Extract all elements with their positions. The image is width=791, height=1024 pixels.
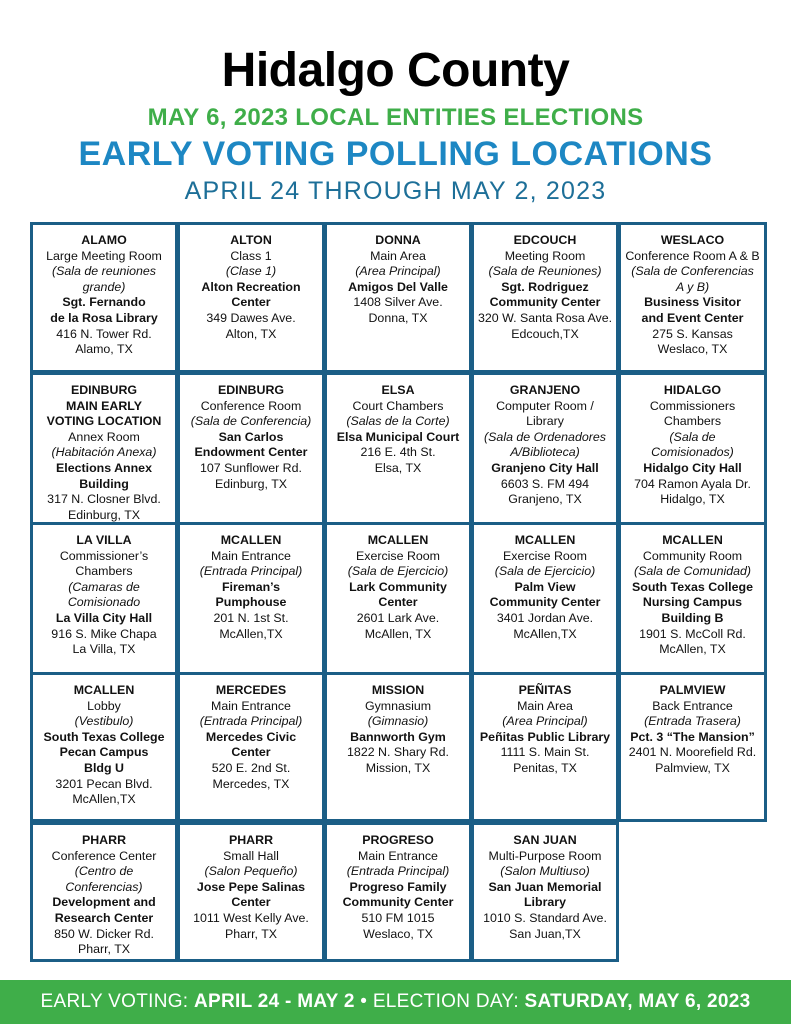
location-detail: Back Entrance: [652, 698, 733, 713]
location-detail: Chambers: [75, 564, 133, 579]
election-subtitle: MAY 6, 2023 LOCAL ENTITIES ELECTIONS: [147, 104, 644, 131]
location-detail: 416 N. Tower Rd.: [56, 326, 152, 341]
location-detail: 201 N. 1st St.: [213, 610, 289, 625]
location-room-spanish: (Salon Pequeño): [204, 864, 298, 879]
location-detail: 520 E. 2nd St.: [211, 760, 291, 775]
location-card: [471, 372, 619, 526]
location-venue: VOTING LOCATION: [46, 414, 162, 429]
location-room-spanish: (Sala de Comunidad): [633, 564, 752, 579]
location-room-spanish: (Salon Multiuso): [500, 864, 590, 879]
location-room-spanish: A y B): [675, 279, 710, 294]
location-detail: 704 Ramon Ayala Dr.: [634, 476, 751, 491]
location-detail: Computer Room /: [496, 398, 594, 413]
location-room-spanish: (Sala de Ejercicio): [494, 564, 596, 579]
early-voting-label: EARLY VOTING:: [40, 991, 194, 1012]
location-room-spanish: (Sala de Ejercicio): [347, 564, 449, 579]
location-detail: La Villa, TX: [72, 642, 136, 657]
location-venue: Hidalgo City Hall: [643, 460, 742, 475]
location-room-spanish: A/Biblioteca): [510, 445, 580, 460]
location-card: [177, 522, 325, 676]
location-room-spanish: (Entrada Principal): [199, 564, 303, 579]
location-detail: 216 E. 4th St.: [360, 445, 436, 460]
location-detail: McAllen,TX: [72, 792, 136, 807]
location-venue: Center: [231, 745, 271, 760]
location-venue: Peñitas Public Library: [479, 729, 611, 744]
location-venue: Pecan Campus: [59, 745, 149, 760]
location-venue: Fireman’s: [221, 579, 281, 594]
location-card: [30, 522, 178, 676]
location-detail: Elsa, TX: [374, 460, 422, 475]
location-detail: Chambers: [663, 414, 722, 429]
location-room-spanish: (Sala de Ordenadores: [484, 429, 606, 444]
early-voting-dates: APRIL 24 - MAY 2: [193, 991, 355, 1012]
location-room-spanish: (Entrada Principal): [199, 714, 303, 729]
location-room-spanish: (Centro de: [74, 864, 134, 879]
location-detail: 275 S. Kansas: [652, 326, 733, 341]
location-city: MCALLEN: [514, 533, 576, 547]
location-card: [324, 372, 472, 526]
location-detail: McAllen, TX: [659, 642, 726, 657]
polling-locations-heading: EARLY VOTING POLLING LOCATIONS: [78, 135, 713, 173]
location-venue: Elsa Municipal Court: [336, 429, 460, 444]
location-card: [471, 672, 619, 822]
page-title: Hidalgo County: [221, 44, 570, 97]
location-venue: Center: [231, 895, 271, 910]
location-detail: Meeting Room: [504, 248, 586, 263]
location-detail: Conference Room A & B: [625, 248, 760, 263]
location-venue: Community Center: [489, 595, 601, 610]
location-card: [177, 372, 325, 526]
location-room-spanish: grande): [82, 279, 126, 294]
location-venue: Pct. 3 “The Mansion”: [630, 729, 755, 744]
location-detail: Annex Room: [68, 429, 140, 444]
location-detail: Library: [526, 414, 564, 429]
location-room-spanish: (Sala de reuniones: [51, 264, 156, 279]
location-detail: 850 W. Dicker Rd.: [54, 926, 154, 941]
election-day-label: ELECTION DAY:: [372, 991, 525, 1012]
location-venue: MAIN EARLY: [66, 398, 142, 413]
location-detail: Main Entrance: [211, 548, 291, 563]
location-card: [618, 372, 767, 526]
location-detail: 1111 S. Main St.: [500, 745, 590, 760]
location-room-spanish: Comisionado: [67, 595, 141, 610]
location-venue: Community Center: [489, 295, 601, 310]
election-day-date: SATURDAY, MAY 6, 2023: [524, 991, 751, 1012]
location-venue: Elections Annex: [56, 460, 152, 475]
location-venue: Granjeno City Hall: [491, 460, 599, 475]
location-detail: 3401 Jordan Ave.: [496, 610, 594, 625]
location-venue: Building: [79, 476, 129, 491]
location-room-spanish: (Entrada Principal): [346, 864, 450, 879]
location-city: GRANJENO: [509, 383, 581, 397]
location-venue: Endowment Center: [194, 445, 308, 460]
location-card: [618, 222, 767, 373]
location-detail: Donna, TX: [368, 310, 428, 325]
location-room-spanish: (Clase 1): [225, 264, 277, 279]
location-detail: Multi-Purpose Room: [488, 848, 602, 863]
location-room-spanish: (Vestibulo): [74, 714, 134, 729]
location-city: HIDALGO: [663, 383, 722, 397]
location-venue: Sgt. Rodriguez: [501, 279, 589, 294]
location-venue: Alton Recreation: [201, 279, 301, 294]
footer-banner: [0, 980, 791, 1024]
location-room-spanish: Conferencias): [65, 879, 143, 894]
location-detail: Palmview, TX: [655, 760, 730, 775]
location-city: WESLACO: [660, 233, 725, 247]
location-detail: Exercise Room: [502, 548, 587, 563]
location-detail: Commissioners: [649, 398, 736, 413]
location-card: [471, 522, 619, 676]
location-venue: Development and: [52, 895, 156, 910]
location-venue: Research Center: [54, 910, 154, 925]
location-venue: Palm View: [514, 579, 576, 594]
location-detail: Edinburg, TX: [214, 476, 288, 491]
location-venue: San Carlos: [218, 429, 284, 444]
location-card: [177, 222, 325, 373]
location-room-spanish: (Entrada Trasera): [644, 714, 741, 729]
location-city: PROGRESO: [362, 833, 434, 847]
location-detail: Gymnasium: [364, 698, 432, 713]
location-detail: 916 S. Mike Chapa: [51, 626, 157, 641]
location-card: [30, 372, 178, 526]
location-detail: 1011 West Kelly Ave.: [193, 910, 309, 925]
location-detail: Commissioner’s: [59, 548, 149, 563]
location-detail: 510 FM 1015: [361, 910, 435, 925]
location-venue: Progreso Family: [349, 879, 447, 894]
location-city: ALAMO: [81, 233, 127, 247]
location-venue: and Event Center: [641, 310, 744, 325]
location-city: EDINBURG: [70, 383, 138, 397]
location-room-spanish: (Habitación Anexa): [51, 445, 157, 460]
location-detail: 1010 S. Standard Ave.: [483, 910, 607, 925]
location-venue: Bldg U: [84, 760, 124, 775]
location-detail: Main Entrance: [211, 698, 291, 713]
location-card: [324, 522, 472, 676]
location-venue: Bannworth Gym: [350, 729, 446, 744]
location-card: [324, 222, 472, 373]
location-venue: Library: [523, 895, 566, 910]
location-card: [177, 672, 325, 822]
location-detail: San Juan,TX: [509, 926, 581, 941]
location-city: EDCOUCH: [513, 233, 577, 247]
location-card: [30, 822, 178, 962]
location-venue: Building B: [661, 610, 724, 625]
location-city: MCALLEN: [73, 683, 135, 697]
location-detail: Court Chambers: [352, 398, 444, 413]
location-card: [618, 522, 767, 676]
location-city: MISSION: [371, 683, 425, 697]
location-venue: La Villa City Hall: [55, 610, 153, 625]
location-detail: 1901 S. McColl Rd.: [639, 626, 746, 641]
location-venue: Pumphouse: [215, 595, 287, 610]
location-city: EDINBURG: [217, 383, 285, 397]
location-venue: Amigos Del Valle: [348, 279, 448, 294]
location-detail: McAllen,TX: [219, 626, 283, 641]
location-city: SAN JUAN: [513, 833, 577, 847]
location-detail: 317 N. Closner Blvd.: [47, 492, 161, 507]
location-detail: Conference Center: [51, 848, 157, 863]
location-city: ELSA: [381, 383, 415, 397]
location-room-spanish: (Sala de Conferencia): [190, 414, 312, 429]
location-room-spanish: (Area Principal): [355, 264, 441, 279]
location-detail: 3201 Pecan Blvd.: [55, 776, 153, 791]
location-room-spanish: (Sala de Conferencias: [631, 264, 754, 279]
location-detail: Mercedes, TX: [212, 776, 290, 791]
location-card: [618, 672, 767, 822]
location-card: [30, 222, 178, 373]
location-detail: 2401 N. Moorefield Rd.: [628, 745, 757, 760]
location-card: [30, 672, 178, 822]
location-detail: Community Room: [642, 548, 743, 563]
location-venue: Center: [378, 595, 418, 610]
location-card: [471, 822, 619, 962]
location-detail: Weslaco, TX: [657, 342, 728, 357]
location-venue: Center: [231, 295, 271, 310]
location-detail: Main Area: [517, 698, 573, 713]
location-detail: Edinburg, TX: [67, 507, 141, 522]
location-detail: Hidalgo, TX: [660, 492, 725, 507]
location-detail: Mission, TX: [365, 760, 431, 775]
location-venue: Lark Community: [349, 579, 447, 594]
location-detail: Large Meeting Room: [46, 248, 162, 263]
location-detail: Pharr, TX: [224, 926, 278, 941]
location-detail: Alton, TX: [225, 326, 277, 341]
location-city: MCALLEN: [662, 533, 723, 547]
location-detail: Alamo, TX: [75, 342, 133, 357]
location-detail: Main Entrance: [358, 848, 438, 863]
location-room-spanish: Comisionados): [651, 445, 734, 460]
location-card: [324, 672, 472, 822]
location-city: DONNA: [375, 233, 421, 247]
location-venue: de la Rosa Library: [50, 310, 158, 325]
location-city: MCALLEN: [220, 533, 282, 547]
location-room-spanish: (Area Principal): [502, 714, 588, 729]
location-card: [177, 822, 325, 962]
location-venue: South Texas College: [632, 579, 753, 594]
location-venue: Nursing Campus: [642, 595, 743, 610]
location-detail: Weslaco, TX: [363, 926, 433, 941]
location-venue: South Texas College: [43, 729, 165, 744]
location-detail: Penitas, TX: [513, 760, 577, 775]
location-detail: Lobby: [87, 698, 121, 713]
location-city: PHARR: [228, 833, 274, 847]
location-detail: 349 Dawes Ave.: [206, 310, 296, 325]
location-detail: Exercise Room: [355, 548, 440, 563]
location-detail: McAllen, TX: [364, 626, 432, 641]
location-room-spanish: (Salas de la Corte): [346, 414, 450, 429]
location-detail: Main Area: [370, 248, 426, 263]
location-venue: Jose Pepe Salinas: [196, 879, 306, 894]
location-detail: Pharr, TX: [77, 942, 131, 957]
location-detail: Class 1: [230, 248, 272, 263]
location-detail: Conference Room: [200, 398, 302, 413]
date-range-heading: APRIL 24 THROUGH MAY 2, 2023: [184, 177, 607, 205]
location-room-spanish: (Sala de Reuniones): [488, 264, 602, 279]
location-city: LA VILLA: [76, 533, 132, 547]
location-card: [324, 822, 472, 962]
location-detail: 1408 Silver Ave.: [353, 295, 443, 310]
location-venue: Community Center: [342, 895, 454, 910]
location-city: PHARR: [81, 833, 127, 847]
location-detail: Granjeno, TX: [508, 492, 582, 507]
location-detail: 1822 N. Shary Rd.: [347, 745, 449, 760]
location-venue: Mercedes Civic: [205, 729, 297, 744]
location-city: PALMVIEW: [659, 683, 726, 697]
location-room-spanish: (Gimnasio): [367, 714, 429, 729]
location-venue: Sgt. Fernando: [62, 295, 146, 310]
location-detail: 6603 S. FM 494: [500, 476, 590, 491]
footer-separator: •: [354, 991, 373, 1012]
location-room-spanish: (Sala de: [669, 429, 716, 444]
location-city: MERCEDES: [215, 683, 287, 697]
location-room-spanish: (Camaras de: [68, 579, 140, 594]
location-detail: Edcouch,TX: [511, 326, 579, 341]
location-city: MCALLEN: [367, 533, 429, 547]
location-detail: 107 Sunflower Rd.: [200, 460, 302, 475]
location-city: PEÑITAS: [518, 683, 572, 697]
location-city: ALTON: [230, 233, 272, 247]
location-detail: Small Hall: [223, 848, 279, 863]
location-detail: McAllen,TX: [513, 626, 577, 641]
location-detail: 2601 Lark Ave.: [356, 610, 440, 625]
location-detail: 320 W. Santa Rosa Ave.: [477, 310, 613, 325]
location-venue: San Juan Memorial: [488, 879, 602, 894]
location-venue: Business Visitor: [644, 295, 741, 310]
location-card: [471, 222, 619, 373]
